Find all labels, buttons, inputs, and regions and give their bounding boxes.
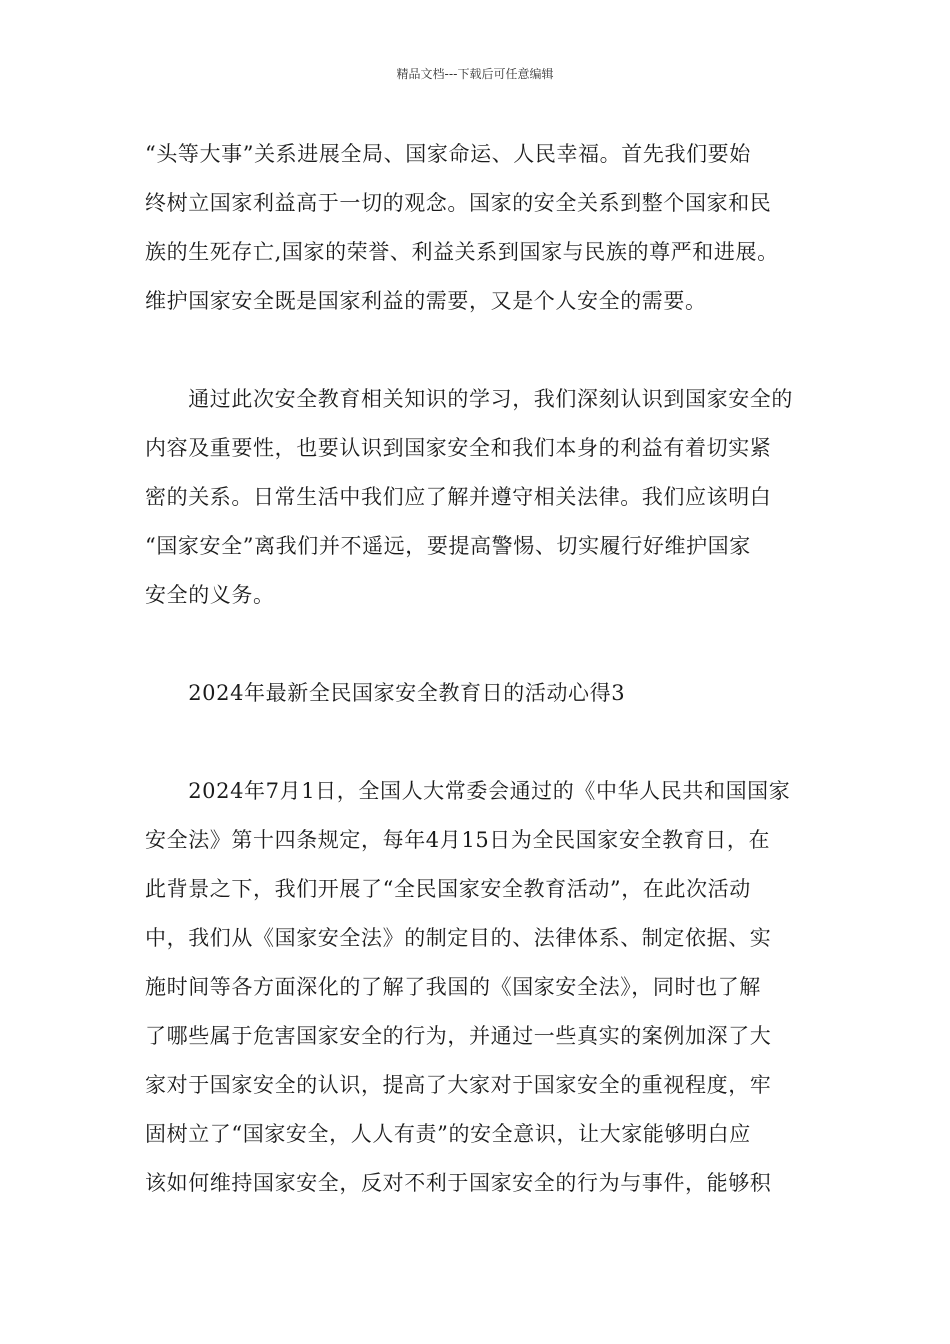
- text-line: 此背景之下，我们开展了“全民国家安全教育活动”，在此次活动: [145, 877, 751, 901]
- text-line: 固树立了“国家安全，人人有责”的安全意识，让大家能够明白应: [145, 1122, 751, 1146]
- paragraph-2: [145, 375, 805, 620]
- section-heading: [145, 669, 805, 718]
- text-line: 密的关系。日常生活中我们应了解并遵守相关法律。我们应该明白: [145, 485, 772, 509]
- text-line: “头等大事”关系进展全局、国家命运、人民幸福。首先我们要始: [145, 142, 751, 166]
- text-line: 安全的义务。: [145, 583, 275, 607]
- paragraph-3: [145, 767, 805, 1208]
- text-line: 施时间等各方面深化的了解了我国的《国家安全法》，同时也了解: [145, 975, 761, 999]
- text-line: 维护国家安全既是国家利益的需要，又是个人安全的需要。: [145, 289, 707, 313]
- text-line: 中，我们从《国家安全法》的制定目的、法律体系、制定依据、实: [145, 926, 772, 950]
- text-line: 族的生死存亡,国家的荣誉、利益关系到国家与民族的尊严和进展。: [145, 240, 779, 264]
- paragraph-spacer: [145, 718, 805, 767]
- text-line: 家对于国家安全的认识，提高了大家对于国家安全的重视程度，牢: [145, 1073, 772, 1097]
- text-line: 安全法》第十四条规定，每年4月15日为全民国家安全教育日，在: [145, 828, 771, 852]
- text-line: 内容及重要性，也要认识到国家安全和我们本身的利益有着切实紧: [145, 436, 772, 460]
- text-line: 终树立国家利益高于一切的观念。国家的安全关系到整个国家和民: [145, 191, 772, 215]
- page-header: 精品文档---下载后可任意编辑: [396, 67, 554, 81]
- paragraph-1: [145, 130, 805, 326]
- paragraph-spacer: [145, 620, 805, 669]
- text-line: 通过此次安全教育相关知识的学习，我们深刻认识到国家安全的: [145, 387, 793, 411]
- text-line: 2024年7月1日，全国人大常委会通过的《中华人民共和国国家: [145, 779, 791, 803]
- text-line: 该如何维持国家安全，反对不利于国家安全的行为与事件，能够积: [145, 1171, 772, 1195]
- text-line: 了哪些属于危害国家安全的行为，并通过一些真实的案例加深了大: [145, 1024, 772, 1048]
- heading-line: 2024年最新全民国家安全教育日的活动心得3: [145, 681, 626, 705]
- text-line: “国家安全”离我们并不遥远，要提高警惕、切实履行好维护国家: [145, 534, 751, 558]
- paragraph-spacer: [145, 326, 805, 375]
- document-body: [145, 130, 805, 1208]
